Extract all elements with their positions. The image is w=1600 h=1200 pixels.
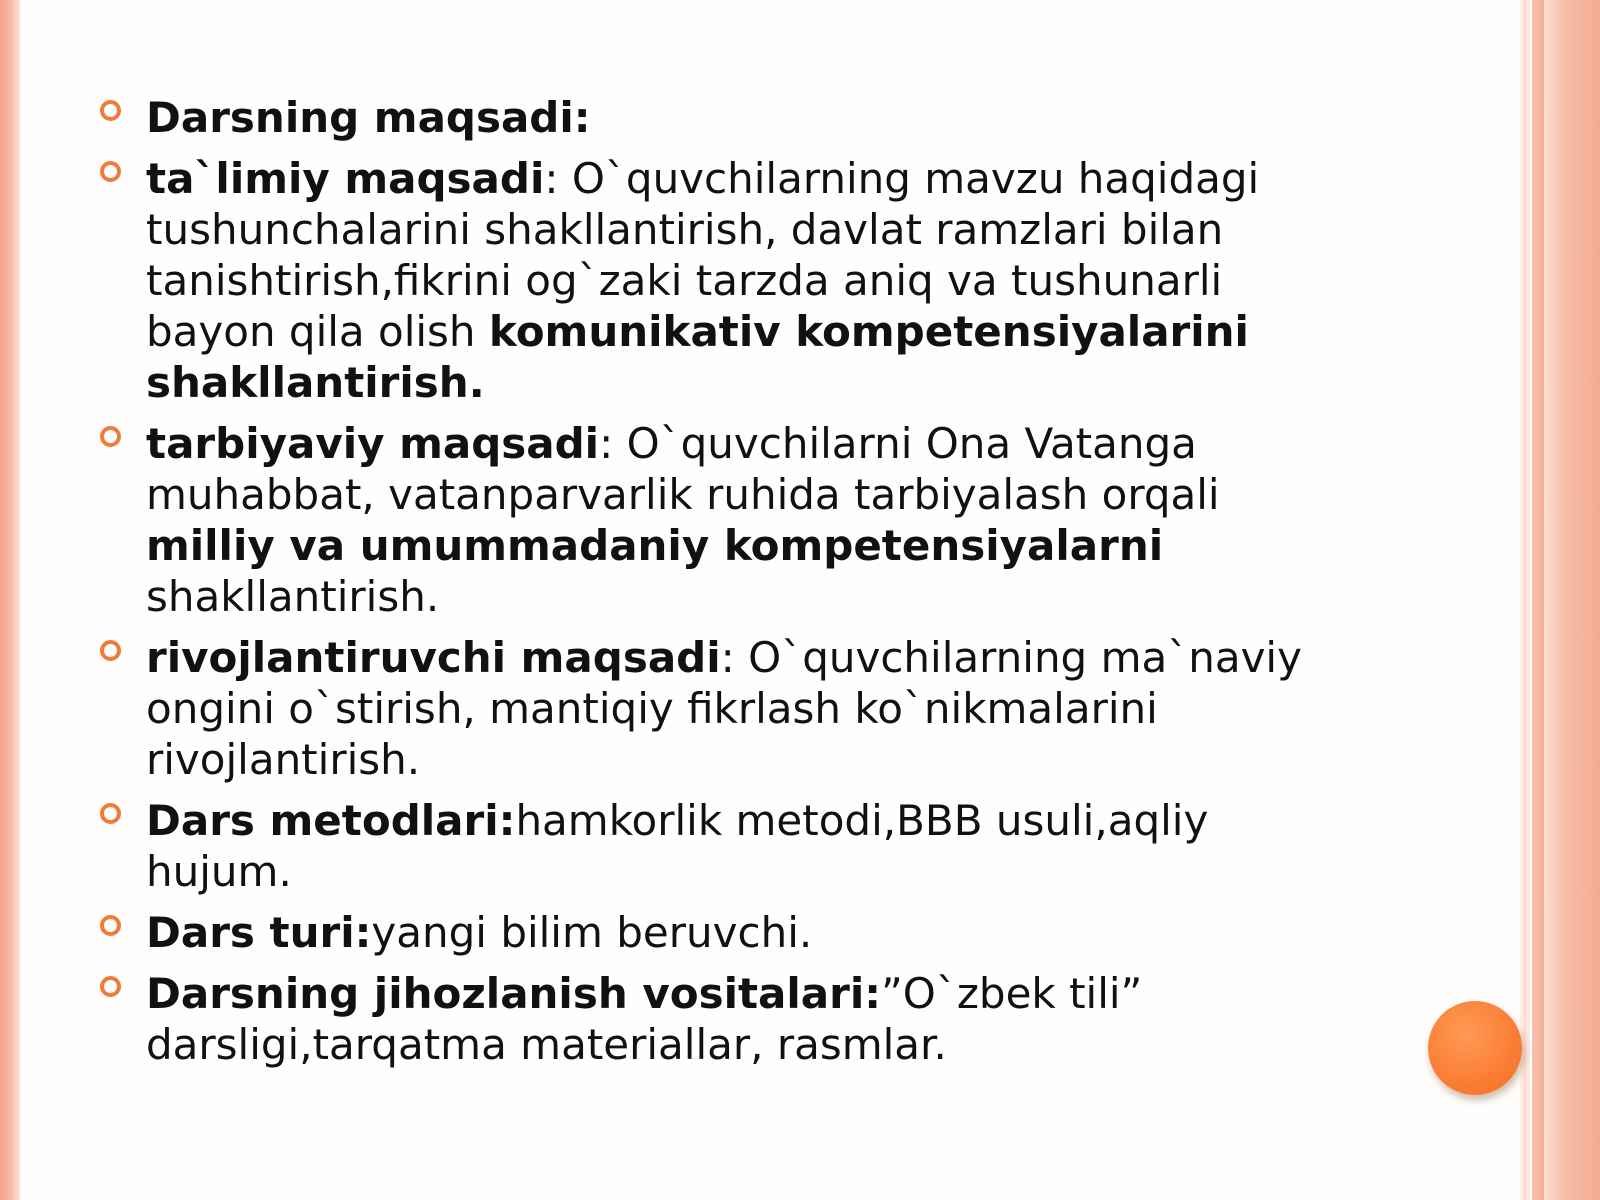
orange-circle-button[interactable] [1428,1001,1522,1095]
bullet-circle-icon [100,976,121,997]
item-heading: Darsning maqsadi: [146,93,591,142]
list-item-developmental-goal [98,632,1338,785]
item-text: : O`quvchilarni Ona Vatanga muhabbat, vatanparvarlik ruhida tarbiyalash orqali [146,419,1220,519]
item-emphasis: milliy va umummadaniy kompetensiyalarni [146,521,1164,570]
bullet-circle-icon [100,426,121,447]
bullet-circle-icon [100,640,121,661]
bullet-circle-icon [100,100,121,121]
list-item-lesson-type [98,907,1338,958]
item-heading: ta`limiy maqsadi [146,154,545,203]
right-decorative-bar [1540,0,1600,1200]
list-item-upbringing-goal [98,418,1338,622]
item-text: : O`quvchilarning ma`naviy ongini o`stirish, mantiqiy fikrlash ko`nikmalarini rivojlantirish. [146,633,1302,784]
bullet-list [98,92,1338,1080]
list-item-lesson-equipment [98,968,1338,1070]
item-heading: Dars metodlari: [146,796,516,845]
list-item-educational-goal [98,153,1338,408]
list-item-lesson-methods [98,795,1338,897]
item-text: yangi bilim beruvchi. [371,908,813,957]
list-item-lesson-goal [98,92,1338,143]
right-decorative-gap [1526,0,1530,1200]
bullet-circle-icon [100,915,121,936]
item-text: ”O`zbek tili” darsligi,tarqatma materiallar, rasmlar. [146,969,1143,1069]
item-emphasis: komunikativ kompetensiyalarini shakllantirish. [146,307,1249,407]
item-heading: Dars turi: [146,908,372,957]
item-text: : O`quvchilarning mavzu haqidagi tushunchalarini shakllantirish, davlat ramzlari bilan tanishtirish,fikrini og`zaki tarzda aniq va tushunarli bayon qila olish [146,154,1260,356]
right-decorative-inner-bar [1532,0,1544,1200]
item-text: hamkorlik metodi,BBB usuli,aqliy hujum. [146,796,1209,896]
item-text-end: shakllantirish. [146,572,440,621]
bullet-circle-icon [100,161,121,182]
item-heading: rivojlantiruvchi maqsadi [146,633,721,682]
left-decorative-bar [0,0,20,1200]
item-heading: tarbiyaviy maqsadi [146,419,600,468]
bullet-circle-icon [100,803,121,824]
item-heading: Darsning jihozlanish vositalari: [146,969,882,1018]
